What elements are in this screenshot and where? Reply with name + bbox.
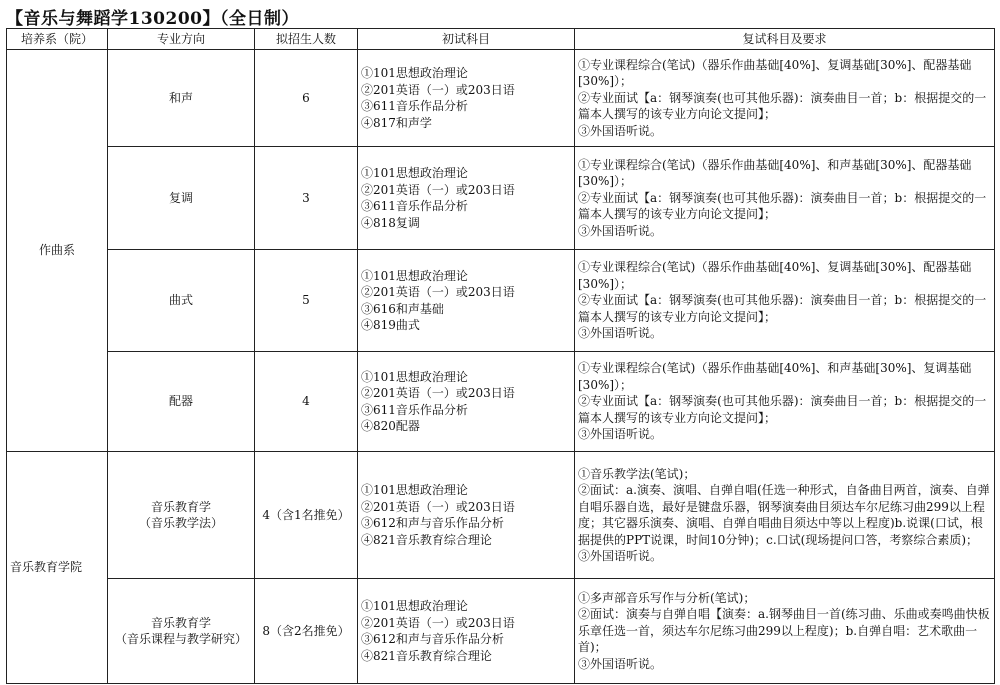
exam-item: ①101思想政治理论 <box>361 268 468 283</box>
exam-cell <box>358 579 575 684</box>
retest-item: ①多声部音乐写作与分析(笔试)； <box>578 590 756 605</box>
direction-cell <box>108 352 255 452</box>
retest-item: ②专业面试【a：钢琴演奏(也可其他乐器)：演奏曲目一首；b：根据提交的一篇本人撰写的该专业方向论文提问】； <box>578 190 987 222</box>
retest-item: ③外国语听说。 <box>578 223 663 238</box>
direction-line: （音乐课程与教学研究） <box>114 632 247 646</box>
exam-item: ①101思想政治理论 <box>361 166 468 180</box>
header-exam: 初试科目 <box>358 29 575 50</box>
exam-item: ④821音乐教育综合理论 <box>361 648 492 663</box>
exam-item: ③616和声基础 <box>361 301 444 316</box>
exam-item: ②201英语（一）或203日语 <box>361 182 515 197</box>
table-row <box>7 147 995 250</box>
retest-item: ①专业课程综合(笔试)（器乐作曲基础[40%]、和声基础[30%]、配器基础[30%]）； <box>578 157 972 189</box>
exam-item: ①101思想政治理论 <box>361 66 468 80</box>
exam-item: ②201英语（一）或203日语 <box>361 499 515 514</box>
exam-cell <box>358 50 575 147</box>
dept-cell: 音乐教育学院 <box>7 452 108 684</box>
direction-line: 和声 <box>168 90 193 105</box>
quota-cell: 3 <box>255 147 358 250</box>
exam-item: ①101思想政治理论 <box>361 483 468 497</box>
exam-cell <box>358 452 575 579</box>
exam-item: ③611音乐作品分析 <box>361 99 468 113</box>
exam-cell <box>358 250 575 352</box>
retest-item: ①音乐教学法(笔试)； <box>578 466 696 481</box>
retest-cell <box>575 147 995 250</box>
exam-item: ③612和声与音乐作品分析 <box>361 516 504 530</box>
retest-item: ①专业课程综合(笔试)（器乐作曲基础[40%]、复调基础[30%]、配器基础[30%]）； <box>578 260 972 291</box>
direction-cell <box>108 50 255 147</box>
exam-item: ②201英语（一）或203日语 <box>361 386 515 400</box>
header-direction: 专业方向 <box>108 29 255 50</box>
direction-line: （音乐教学法） <box>138 516 223 530</box>
retest-item: ①专业课程综合(笔试)（器乐作曲基础[40%]、和声基础[30%]、复调基础[30%]）； <box>578 361 972 392</box>
exam-item: ③612和声与音乐作品分析 <box>361 632 504 646</box>
exam-item: ④821音乐教育综合理论 <box>361 532 492 547</box>
table-row <box>7 452 995 579</box>
header-retest: 复试科目及要求 <box>575 29 995 50</box>
exam-item: ①101思想政治理论 <box>361 369 468 384</box>
retest-cell <box>575 352 995 452</box>
quota-cell: 4（含1名推免） <box>255 452 358 579</box>
admission-table <box>6 28 995 684</box>
exam-item: ③611音乐作品分析 <box>361 199 468 213</box>
retest-item: ②专业面试【a：钢琴演奏(也可其他乐器)：演奏曲目一首；b：根据提交的一篇本人撰写的该专业方向论文提问】； <box>578 90 987 122</box>
table-header-row <box>7 29 995 50</box>
direction-cell <box>108 147 255 250</box>
table-row <box>7 579 995 684</box>
direction-line: 配器 <box>168 394 193 409</box>
retest-item: ③外国语听说。 <box>578 427 663 442</box>
header-dept: 培养系（院） <box>7 29 108 50</box>
exam-item: ④817和声学 <box>361 115 432 130</box>
exam-item: ④819曲式 <box>361 318 420 332</box>
direction-line: 曲式 <box>168 293 193 308</box>
retest-item: ②面试：a.演奏、演唱、自弹自唱(任选一种形式，自备曲目两首，演奏、自弹自唱乐器自选，最好是键盘乐器，钢琴演奏曲目须达车尔尼练习曲299以上程度；其它器乐演奏、演唱、自弹自唱曲目须达中等以上程度)b.说课(口试，根据提供的PPT说课，时间10分钟)；c.口试(现场提问口答，考察综合素质)； <box>578 483 990 547</box>
quota-cell: 4 <box>255 352 358 452</box>
page-title: 【音乐与舞蹈学130200】（全日制） <box>6 9 299 29</box>
quota-cell: 6 <box>255 50 358 147</box>
retest-item: ③外国语听说。 <box>578 326 663 341</box>
retest-item: ②专业面试【a：钢琴演奏(也可其他乐器)：演奏曲目一首；b：根据提交的一篇本人撰写的该专业方向论文提问】； <box>578 394 987 425</box>
direction-line: 音乐教育学 <box>150 499 211 514</box>
exam-item: ④818复调 <box>361 215 420 230</box>
direction-line: 音乐教育学 <box>150 615 211 630</box>
direction-cell <box>108 579 255 684</box>
table-row <box>7 250 995 352</box>
exam-item: ②201英语（一）或203日语 <box>361 285 515 299</box>
retest-cell <box>575 250 995 352</box>
exam-cell <box>358 147 575 250</box>
header-quota: 拟招生人数 <box>255 29 358 50</box>
table-row <box>7 352 995 452</box>
retest-item: ③外国语听说。 <box>578 549 663 563</box>
exam-item: ④820配器 <box>361 419 420 433</box>
dept-cell: 作曲系 <box>7 50 108 452</box>
direction-cell <box>108 452 255 579</box>
retest-item: ③外国语听说。 <box>578 656 663 671</box>
direction-cell <box>108 250 255 352</box>
quota-cell: 5 <box>255 250 358 352</box>
retest-item: ②专业面试【a：钢琴演奏(也可其他乐器)：演奏曲目一首；b：根据提交的一篇本人撰写的该专业方向论文提问】； <box>578 293 987 324</box>
exam-item: ①101思想政治理论 <box>361 599 468 613</box>
table-row <box>7 50 995 147</box>
direction-line: 复调 <box>168 190 193 205</box>
retest-cell <box>575 452 995 579</box>
exam-item: ②201英语（一）或203日语 <box>361 82 515 97</box>
quota-cell: 8（含2名推免） <box>255 579 358 684</box>
retest-cell <box>575 579 995 684</box>
exam-item: ②201英语（一）或203日语 <box>361 615 515 630</box>
exam-item: ③611音乐作品分析 <box>361 402 468 417</box>
retest-cell <box>575 50 995 147</box>
exam-cell <box>358 352 575 452</box>
retest-item: ①专业课程综合(笔试)（器乐作曲基础[40%]、复调基础[30%]、配器基础[30%]）； <box>578 57 972 89</box>
retest-item: ③外国语听说。 <box>578 123 663 138</box>
retest-item: ②面试：演奏与自弹自唱【演奏：a.钢琴曲目一首(练习曲、乐曲或奏鸣曲快板乐章任选一首，须达车尔尼练习曲299以上程度)；b.自弹自唱：艺术歌曲一首)； <box>578 607 990 655</box>
